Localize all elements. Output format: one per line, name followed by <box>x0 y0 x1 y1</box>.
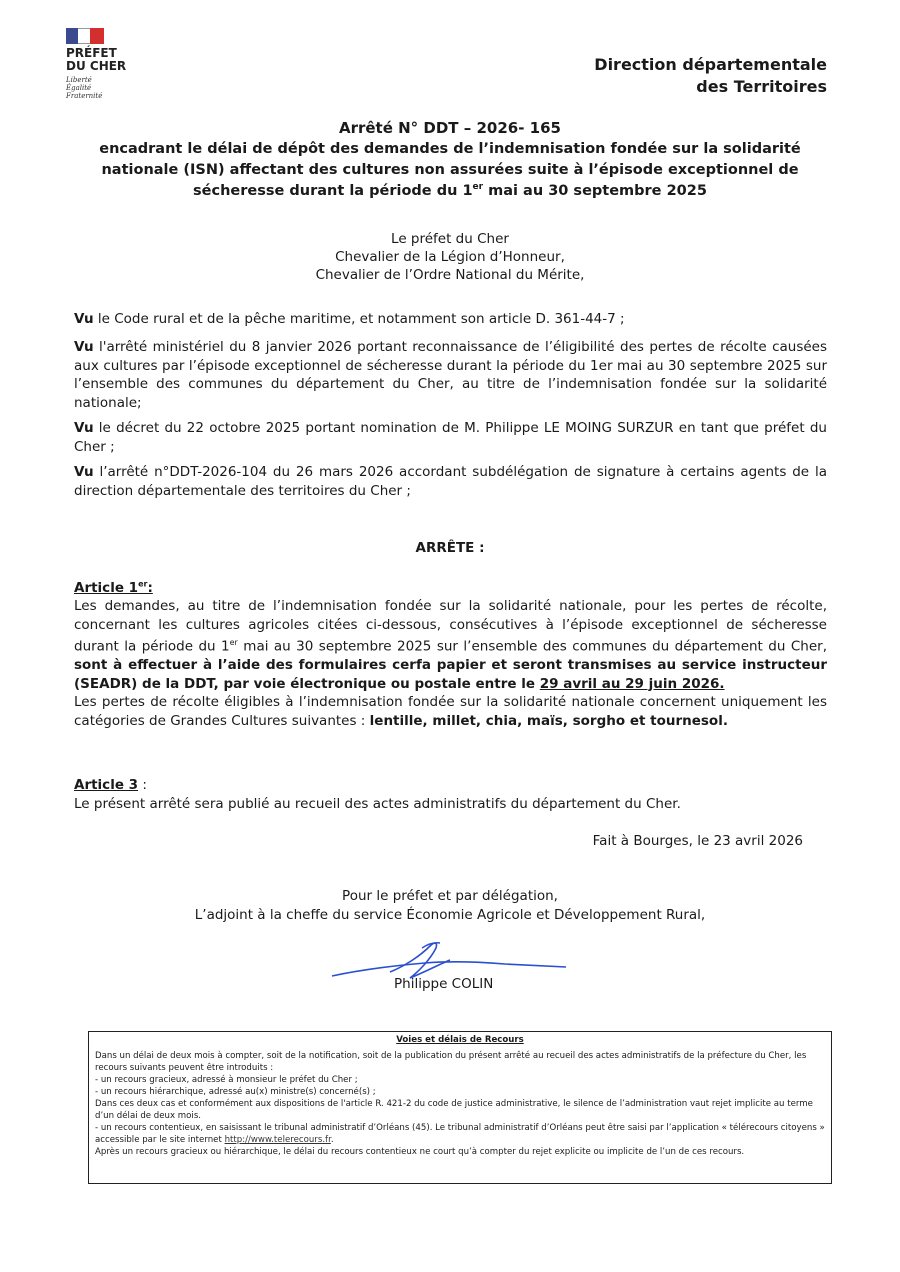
article-3: Article 3 : Le présent arrêté sera publié au recueil des actes administratifs du département du Cher. <box>74 777 681 812</box>
logo-line2: DU CHER <box>66 59 127 73</box>
eligible-crops: lentille, millet, chia, maïs, sorgho et tournesol. <box>369 712 728 729</box>
issuing-direction: Direction départementale des Territoires <box>594 55 827 96</box>
prefecture-logo <box>66 28 146 100</box>
delegation-block: Pour le préfet et par délégation, L’adjoint à la cheffe du service Économie Agricole et Développement Rural, <box>194 888 706 923</box>
arrete-heading: ARRÊTE : <box>415 540 485 556</box>
appeal-box-title: Voies et délais de Recours <box>396 1035 524 1045</box>
decree-title: Arrêté N° DDT – 2026- 165 encadrant le délai de dépôt des demandes de l’indemnisation fondée sur la solidarité nationale (ISN) affectant des cultures non assurées suite à l’épisode exceptionnel de sécheresse durant la période du 1er mai au 30 septembre 2025 <box>90 118 810 202</box>
deadline-dates: 29 avril au 29 juin 2026. <box>539 675 725 692</box>
article-1: Article 1er: Les demandes, au titre de l’indemnisation fondée sur la solidarité nationale, pour les pertes de récolte, concernant les cultures agricoles citées ci-dessous, consécutives à l’épisode exceptionnel de sécheresse durant la période du 1er mai au 30 septembre 2025 sur l’ensemble des communes du département du Cher, sont à effectuer à l’aide des formulaires cerfa papier et seront transmises au service instructeur (SEADR) de la DDT, par voie électronique ou postale entre le 29 avril au 29 juin 2026. Les pertes de récolte éligibles à l’indemnisation fondée sur la solidarité nationale concernent uniquement les catégories de Grandes Cultures suivantes : lentille, millet, chia, maïs, sorgho et tournesol. <box>74 579 827 729</box>
visa-2: Vu l'arrêté ministériel du 8 janvier 2026 portant reconnaissance de l’éligibilité des pertes de récolte causées aux cultures par l’épisode exceptionnel de sécheresse durant la période du 1er mai au 30 septembre 2025 sur l’ensemble des communes du département du Cher, au titre de l’indemnisation fondée sur la solidarité nationale; <box>74 339 827 411</box>
visa-1: Vu le Code rural et de la pêche maritime, et notamment son article D. 361-44-7 ; <box>74 311 625 327</box>
appeal-box: Voies et délais de Recours Dans un délai de deux mois à compter, soit de la notification, soit de la publication du présent arrêté au recueil des actes administratifs de la préfecture du Cher, les recours suivants peuvent être introduits : - un recours gracieux, adressé à monsieur le préfet du Cher ; - un recours hiérarchique, adressé au(x) ministre(s) concerné(s) ; Dans ces deux cas et conformément aux dispositions de l'article R. 421-2 du code de justice administrative, le silence de l’administration vaut rejet implicite au terme d’un délai de deux mois. - un recours contentieux, en saisissant le tribunal administratif d’Orléans (45). Le tribunal administratif d’Orléans peut être saisi par l’application « télérecours citoyens » accessible par le site internet http://www.telerecours.fr. Après un recours gracieux ou hiérarchique, le délai du recours contentieux ne court qu’à compter du rejet explicite ou implicite de l’un de ces recours. <box>88 1031 832 1184</box>
prefect-titles: Le préfet du Cher Chevalier de la Légion d’Honneur, Chevalier de l’Ordre National du Mérite, <box>315 231 585 283</box>
visa-4: Vu l’arrêté n°DDT-2026-104 du 26 mars 2026 accordant subdélégation de signature à certains agents de la direction départementale des territoires du Cher ; <box>74 464 827 499</box>
visa-3: Vu le décret du 22 octobre 2025 portant nomination de M. Philippe LE MOING SURZUR en tant que préfet du Cher ; <box>74 420 827 455</box>
logo-motto: Liberté Égalité Fraternité <box>66 76 103 100</box>
article-1-title: Article 1er: <box>74 579 153 596</box>
logo-line1: PRÉFET <box>66 46 117 60</box>
marianne-flag-icon <box>66 28 104 44</box>
decree-number: Arrêté N° DDT – 2026- 165 <box>338 119 561 137</box>
signer-name: Philippe COLIN <box>394 976 494 992</box>
telerecours-link[interactable]: http://www.telerecours.fr <box>224 1135 331 1145</box>
article-3-title: Article 3 <box>74 777 139 793</box>
date-place: Fait à Bourges, le 23 avril 2026 <box>592 833 803 849</box>
